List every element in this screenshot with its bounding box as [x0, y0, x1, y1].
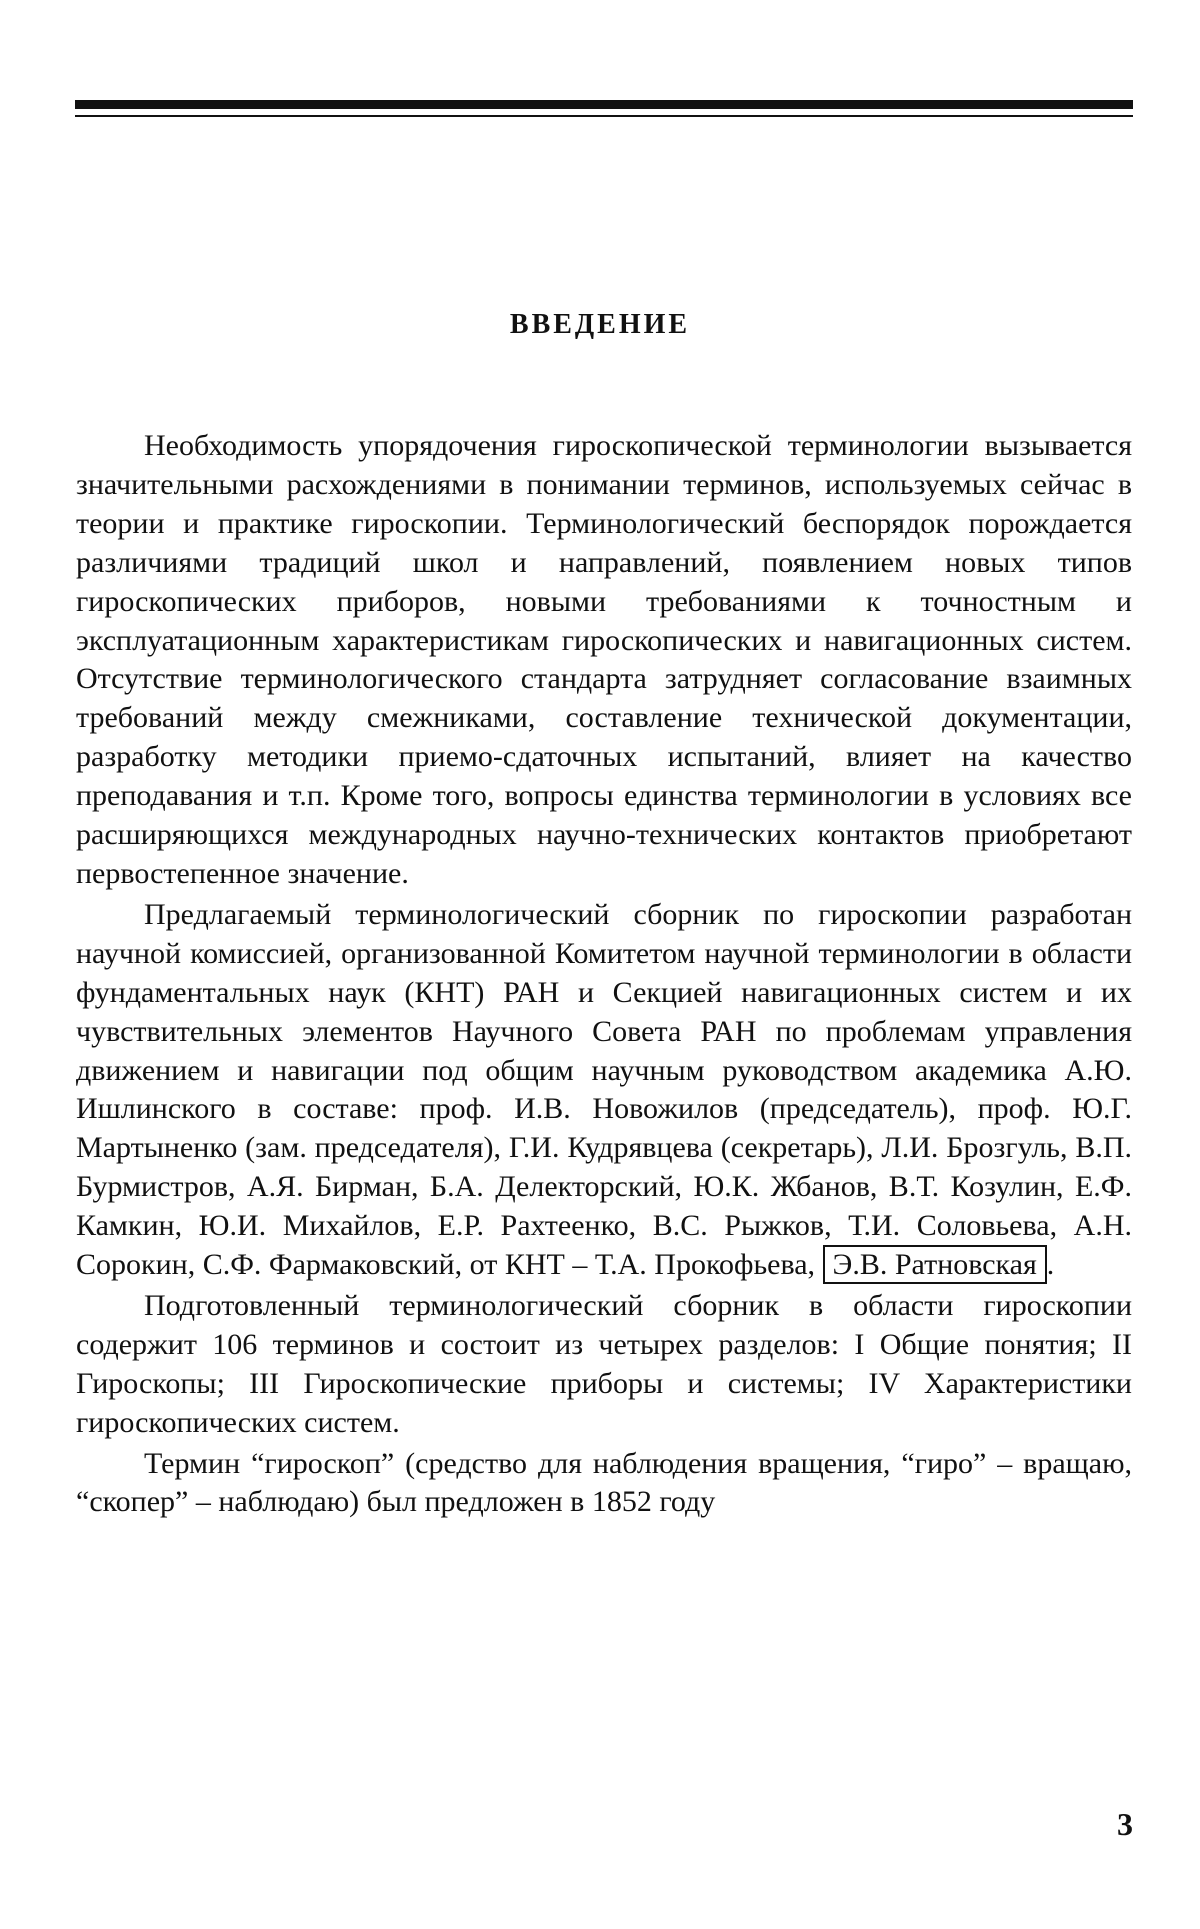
paragraph-1: Необходимость упорядочения гироскопической терминологии вызывается значительными расхождениями в понимании терминов, используемых сейчас в теории и практике гироскопии. Терминологический беспорядок порождается различиями традиций школ и направлений, появлением новых типов гироскопических приборов, новыми требованиями к точностным и эксплуатационным характеристикам гироскопических и навигационных систем. Отсутствие терминологического стандарта затрудняет согласование взаимных требований между смежниками, составление технической документации, разработку методики приемо-сдаточных испытаний, влияет на качество преподавания и т.п. Кроме того, вопросы единства терминологии в условиях все расширяющихся международных научно-технических контактов приобретают первостепенное значение. [76, 429, 1132, 890]
highlighted-name-box: Э.В. Ратновская [823, 1245, 1047, 1284]
body-text [76, 427, 1132, 1522]
page-number: 3 [1117, 1806, 1133, 1842]
paragraph-4: Термин “гироскоп” (средство для наблюдения вращения, “гиро” – вращаю, “скопер” – наблюдаю) был предложен в 1852 году [76, 1446, 1132, 1519]
header-rule-thin [75, 115, 1133, 117]
paragraph-3: Подготовленный терминологический сборник в области гироскопии содержит 106 терминов и состоит из четырех разделов: I Общие понятия; II Гироскопы; III Гироскопические приборы и системы; IV Характеристики гироскопических систем. [76, 1288, 1132, 1439]
paragraph-2 [76, 896, 1132, 1285]
page-title: ВВЕДЕНИЕ [509, 308, 691, 340]
paragraph-2-end: . [1046, 1248, 1055, 1282]
paragraph-2-text: Предлагаемый терминологический сборник по гироскопии разработан научной комиссией, организованной Комитетом научной терминологии в области фундаментальных наук (КНТ) РАН и Секцией навигационных систем и их чувствительных элементов Научного Совета РАН по проблемам управления движением и навигации под общим научным руководством академика А.Ю. Ишлинского в составе: проф. И.В. Новожилов (председатель), проф. Ю.Г. Мартыненко (зам. председателя), Г.И. Кудрявцева (секретарь), Л.И. Брозгуль, В.П. Бурмистров, А.Я. Бирман, Б.А. Делекторский, Ю.К. Жбанов, В.Т. Козулин, Е.Ф. Камкин, Ю.И. Михайлов, Е.Р. Рахтеенко, В.С. Рыжков, Т.И. Соловьева, А.Н. Сорокин, С.Ф. Фармаковский, от КНТ – Т.А. Прокофьева, [76, 897, 1132, 1282]
header-rule-thick [75, 100, 1133, 109]
